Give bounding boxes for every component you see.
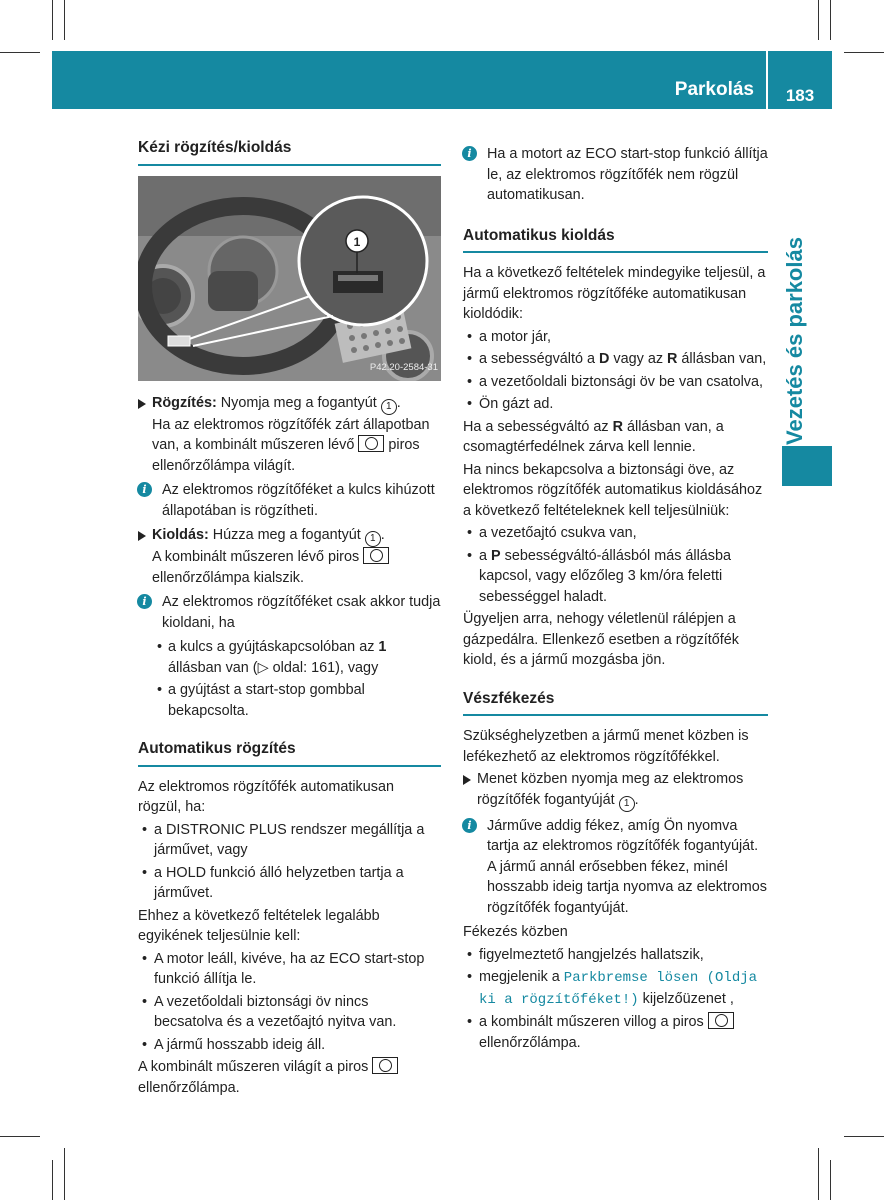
parking-brake-lamp-icon (372, 1057, 398, 1074)
section-heading-auto-engage: Automatikus rögzítés (138, 739, 441, 767)
side-tab (770, 236, 820, 446)
section-heading-manual: Kézi rögzítés/kioldás (138, 138, 441, 166)
list-item: • A motor leáll, kivéve, ha az ECO start-stop funkció állítja le. (138, 949, 441, 990)
list-item: • A vezetőoldali biztonsági öv nincs becsatolva és a vezetőajtó nyitva van. (138, 992, 441, 1033)
list-item (463, 1012, 768, 1053)
crop-mark (52, 1160, 53, 1200)
list-item: • figyelmeztető hangjelzés hallatszik, (463, 945, 768, 966)
list-item (463, 546, 768, 608)
step-detail: piros ellenőrzőlámpa világít. (152, 437, 420, 474)
crop-mark (64, 0, 65, 40)
list-text: állásban van, (677, 351, 767, 367)
dashboard-illustration (138, 176, 441, 381)
crop-mark (844, 1136, 884, 1137)
list-text: állásban van (▷ oldal: 161), vagy (168, 659, 379, 676)
list-text: vagy az (609, 351, 668, 367)
paragraph: Ügyeljen arra, nehogy véletlenül rálépjen a gázpedálra. Ellenkező esetben a rögzítőfék kiold, és a jármű mozgásba jön. (463, 611, 740, 668)
steering-wheel-figure (138, 176, 441, 381)
list-text: 1 (378, 639, 387, 655)
paragraph-text: A kombinált műszeren világít a piros (138, 1059, 373, 1075)
paragraph: Ha nincs bekapcsolva a biztonsági öve, az elektromos rögzítőfék automatikus kioldásához a következő feltételeknek kell teljesülniük: (463, 461, 763, 519)
step-text: . (396, 394, 401, 411)
list-item (463, 349, 768, 370)
list-item: • Ön gázt ad. (463, 394, 768, 415)
info-text: Járműve addig fékez, amíg Ön nyomva tartja az elektromos rögzítőfék fogantyúját. A jármű annál erősebben fékez, minél hosszabb ideig tartja nyomva az elektromos rögzítőfék fogantyúját. (487, 817, 767, 916)
page-number: 183 (785, 86, 815, 105)
list-item: • a HOLD funkció álló helyzetben tartja a járművet. (138, 863, 441, 904)
paragraph (138, 1057, 441, 1098)
step-emergency (463, 769, 768, 812)
list-text: a kombinált műszeren villog a piros (479, 1014, 708, 1030)
step-text: . (634, 791, 639, 808)
list-item: • a vezetőoldali biztonsági öv be van csatolva, (463, 372, 768, 393)
list-item: • A jármű hosszabb ideig áll. (138, 1035, 441, 1056)
section-heading-auto-release: Automatikus kioldás (463, 226, 768, 254)
step-label: Rögzítés: (152, 394, 217, 411)
right-column (463, 138, 768, 1055)
callout-1-icon: 1 (619, 796, 635, 812)
paragraph (463, 417, 768, 458)
parking-brake-lamp-icon (358, 435, 384, 452)
callout-number: 1 (353, 234, 361, 249)
list-text: D (599, 351, 610, 367)
callout-1-icon: 1 (365, 531, 381, 547)
step-detail: A kombinált műszeren lévő piros (152, 549, 364, 565)
info-note (463, 816, 768, 919)
paragraph-text: R (612, 418, 623, 435)
list-item: • a DISTRONIC PLUS rendszer megállítja a járművet, vagy (138, 820, 441, 861)
list-item: • a motor jár, (463, 327, 768, 348)
crop-mark (52, 0, 53, 40)
step-engage (138, 393, 441, 477)
info-note (138, 592, 441, 633)
header-bar (52, 51, 766, 109)
info-text: Az elektromos rögzítőféket csak akkor tudja kioldani, ha (162, 594, 441, 631)
info-text: Ha a motort az ECO start-stop funkció állítja le, az elektromos rögzítőfék nem rögzül automatikusan. (487, 146, 768, 203)
figure-code: P42.20-2584-31 (369, 362, 438, 373)
step-text: Menet közben nyomja meg az elektromos rögzítőfék fogantyúját (477, 771, 744, 808)
info-note (138, 480, 441, 521)
paragraph-text: ellenőrzőlámpa. (138, 1079, 240, 1096)
step-detail: Ha az elektromos rögzítőfék zárt állapotban van, a kombinált műszeren lévő (152, 416, 430, 453)
list-text: P (491, 547, 501, 564)
parking-brake-lamp-icon (708, 1012, 734, 1029)
page-title: Parkolás (674, 79, 754, 100)
list-text: a (479, 547, 492, 564)
list-text: ellenőrzőlámpa. (479, 1034, 581, 1051)
list-item (138, 637, 441, 678)
info-icon: i (462, 818, 477, 833)
info-icon: i (462, 146, 477, 161)
list-item (463, 967, 768, 1010)
info-text: Az elektromos rögzítőféket a kulcs kihúzott állapotában is rögzítheti. (162, 482, 435, 519)
callout-1-icon: 1 (381, 399, 397, 415)
step-text: Nyomja meg a fogantyút (216, 394, 381, 411)
side-tab-block (782, 446, 832, 486)
paragraph: Szükséghelyzetben a jármű menet közben is lefékezhető az elektromos rögzítőfékkel. (463, 728, 749, 765)
crop-mark (844, 52, 884, 53)
paragraph: Az elektromos rögzítőfék automatikusan rögzül, ha: (138, 778, 394, 815)
step-release (138, 525, 441, 588)
list-text: R (667, 351, 678, 367)
paragraph-text: Ha a sebességváltó az (463, 418, 613, 435)
step-text: Húzza meg a fogantyút (208, 527, 365, 543)
paragraph-text: állásban van, a csomagtérfedélnek zárva kell lennie. (463, 418, 724, 455)
list-text: sebességváltó-állásból más állásba kapcsol, vagy előzőleg 3 km/óra feletti sebességgel haladt. (479, 547, 732, 605)
crop-mark (818, 0, 819, 40)
crop-mark (830, 0, 831, 40)
list-text: kijelzőüzenet , (638, 990, 734, 1007)
list-text: a sebességváltó a (479, 351, 600, 367)
crop-mark (830, 1160, 831, 1200)
list-text: megjelenik a (479, 969, 564, 985)
crop-mark (0, 52, 40, 53)
crop-mark (64, 1148, 65, 1200)
paragraph: Ehhez a következő feltételek legalább egyikének teljesülnie kell: (138, 907, 380, 944)
paragraph: Ha a következő feltételek mindegyike teljesül, a jármű elektromos rögzítőféke automatikusan kioldódik: (463, 265, 766, 322)
step-detail: ellenőrzőlámpa kialszik. (152, 569, 304, 586)
display-message: Parkbremse lösen (Oldja ki a rögzítőféket!) (479, 970, 758, 1008)
section-heading-emergency: Vészfékezés (463, 689, 768, 717)
list-item: • a gyújtást a start-stop gombbal bekapcsolta. (138, 680, 441, 721)
list-text: a kulcs a gyújtáskapcsolóban az (168, 639, 379, 655)
crop-mark (0, 1136, 40, 1137)
crop-mark (818, 1148, 819, 1200)
step-text: . (380, 527, 385, 543)
side-tab-label: Vezetés és parkolás (781, 237, 807, 445)
list-item: • a vezetőajtó csukva van, (463, 523, 768, 544)
paragraph: Fékezés közben (463, 924, 568, 940)
info-icon: i (137, 482, 152, 497)
left-column (138, 138, 441, 1100)
info-icon: i (137, 594, 152, 609)
parking-brake-lamp-icon (363, 547, 389, 564)
step-label: Kioldás: (152, 527, 209, 543)
info-note (463, 144, 768, 206)
